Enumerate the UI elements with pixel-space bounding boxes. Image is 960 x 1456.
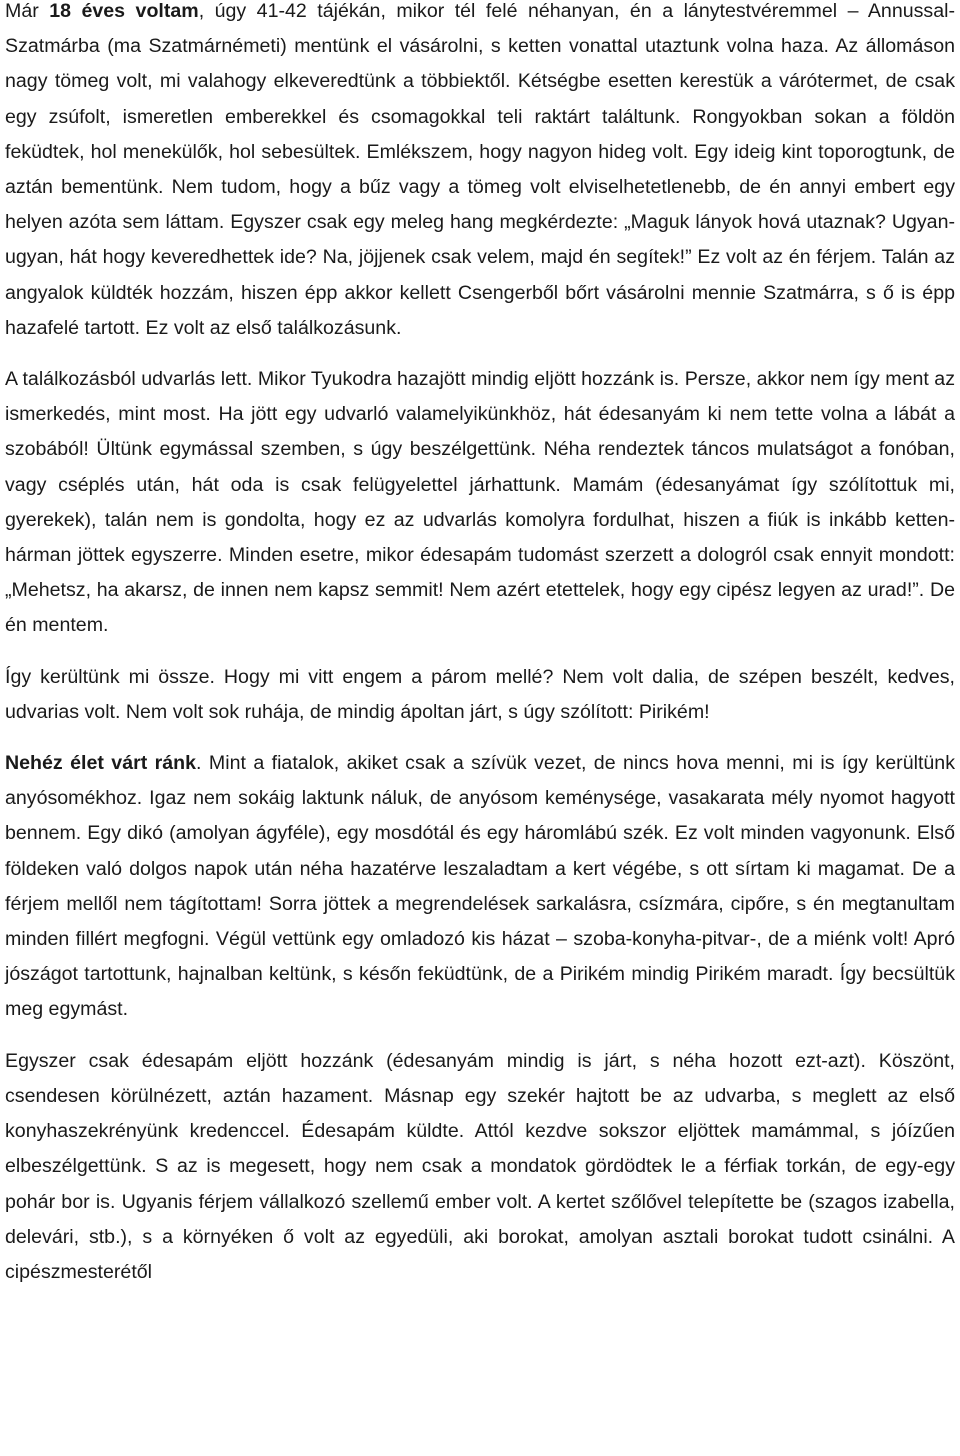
paragraph-opening-word: Már	[5, 0, 50, 22]
paragraph-body: Egyszer csak édesapám eljött hozzánk (édesanyám mindig is járt, s néha hozott ezt-azt). Köszönt, csendesen körülnézett, aztán hazament. Másnap egy szekér hajtott be az udvarba, s meglett az első konyhaszekrényünk kredenccel. Édesapám küldte. Attól kezdve sokszor eljöttek mamámmal, s jóízűen elbeszélgettünk. S az is megesett, hogy nem csak a mondatok gördödtek le a férfiak torkán, de egy-egy pohár bor is. Ugyanis férjem vállalkozó szellemű ember volt. A kertet szőlővel telepítette be (szagos izabella, delevári, stb.), s a környéken ő volt az egyedüli, aki borokat, amolyan asztali borokat tudott csinálni. A cipészmesterétől	[5, 1049, 955, 1283]
bold-lead-phrase: 18 éves voltam	[49, 0, 199, 22]
paragraph-together	[5, 660, 955, 730]
paragraph-body: , úgy 41-42 tájékán, mikor tél felé néhanyan, én a lánytestvéremmel – Annussal- Szatmárba (ma Szatmárnémeti) mentünk el vásárolni, s ketten vonattal utaztunk volna haza. Az állomáson nagy tömeg volt, mi valahogy elkeveredtünk a többiektől. Kétségbe esetten kerestük a várótermet, de csak egy zsúfolt, ismeretlen emberekkel és csomagokkal teli raktárt találtunk. Rongyokban sokan a földön feküdtek, hol menekülők, hol sebesültek. Emlékszem, hogy nagyon hideg volt. Egy ideig kint toporogtunk, de aztán bementünk. Nem tudom, hogy a bűz vagy a tömeg volt elviselhetetlenebb, de én annyi embert egy helyen azóta sem láttam. Egyszer csak egy meleg hang megkérdezte: „Maguk lányok hová utaznak? Ugyan-ugyan, hát hogy keveredhettek ide? Na, jöjjenek csak velem, majd én segítek!” Ez volt az én férjem. Talán az angyalok küldték hozzám, hiszen épp akkor kellett Csengerből bőrt vásárolni mennie Szatmárra, s ő is épp hazafelé tartott. Ez volt az első találkozásunk.	[5, 0, 955, 339]
paragraph-first-meeting	[5, 0, 955, 346]
paragraph-body: A találkozásból udvarlás lett. Mikor Tyukodra hazajött mindig eljött hozzánk is. Persze, akkor nem így ment az ismerkedés, mint most. Ha jött egy udvarló valamelyikünkhöz, hát édesanyám ki nem tette volna a lábát a szobából! Ültünk egymással szemben, s úgy beszélgettünk. Néha rendeztek táncos mulatságot a fonóban, vagy cséplés után, hát oda is csak felügyelettel járhattunk. Mamám (édesanyámat így szólítottuk mi, gyerekek), talán nem is gondolta, hogy ez az udvarlás komolyra fordulhat, hiszen a fiúk is inkább ketten-hárman jöttek egyszerre. Minden esetre, mikor édesapám tudomást szerzett a dologról csak ennyit mondott: „Mehetsz, ha akarsz, de innen nem kapsz semmit! Nem azért etettelek, hogy egy cipész legyen az urad!”. De én mentem.	[5, 368, 955, 637]
paragraph-body: . Mint a fiatalok, akiket csak a szívük vezet, de nincs hova menni, mi is így kerültünk anyósomékhoz. Igaz nem sokáig laktunk náluk, de anyósom keménysége, vasakarata mély nyomot hagyott bennem. Egy dikó (amolyan ágyféle), egy mosdótál és egy háromlábú szék. Ez volt minden vagyonunk. Első földeken való dolgos napok után néha hazatérve leszaladtam a kert végébe, s ott sírtam ki magamat. De a férjem mellől nem tágítottam! Sorra jöttek a megrendelések sarkalásra, csízmára, cipőre, s én megtanultam minden fillért megfogni. Végül vettünk egy omladozó kis házat – szoba-konyha-pitvar-, de a miénk volt! Apró jószágot tartottunk, hajnalban keltünk, s későn feküdtünk, de a Pirikém mindig Pirikém maradt. Így becsültük meg egymást.	[5, 752, 955, 1021]
paragraph-courtship	[5, 362, 955, 644]
paragraph-body: Így kerültünk mi össze. Hogy mi vitt engem a párom mellé? Nem volt dalia, de szépen beszélt, kedves, udvarias volt. Nem volt sok ruhája, de mindig ápoltan járt, s úgy szólított: Pirikém!	[5, 665, 955, 723]
bold-lead-phrase: Nehéz élet várt ránk	[5, 752, 197, 775]
paragraph-hard-life	[5, 746, 955, 1028]
paragraph-father-visit	[5, 1044, 955, 1290]
